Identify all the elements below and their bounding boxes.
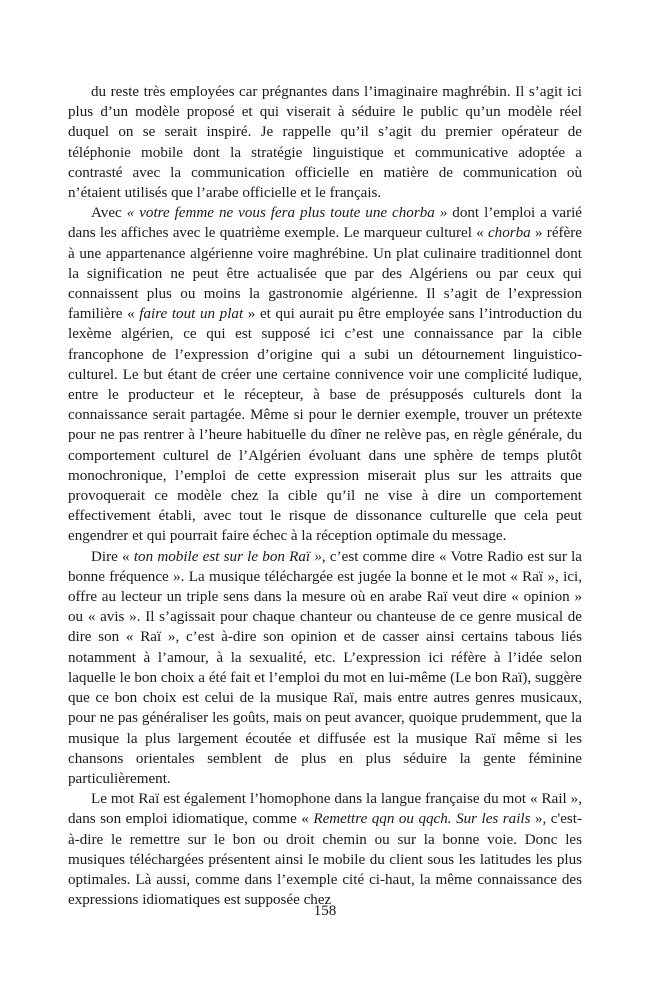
text-run: Avec <box>91 205 127 222</box>
text-run: » réfère à une appartenance algérienne voire maghrébine. Un plat culinaire traditionnel dont la signification ne peut être actualisée que par des Algériens ou par ceux qui connaissent plus ou moins la gastronomie algérienne. Il s’agit de l’expression familière « <box>68 225 582 323</box>
italic-run: ton mobile est sur le bon Raï » <box>133 548 322 565</box>
italic-run: chorba <box>487 225 531 242</box>
page-number: 158 <box>313 903 337 919</box>
text-run: Le mot Raï est également l’homophone dans la langue française du mot « Rail », dans son emploi idiomatique, comme « <box>68 791 582 828</box>
italic-run: « votre femme ne vous fera plus toute une chorba » <box>126 205 448 222</box>
paragraph-4 <box>68 789 582 910</box>
text-run: du reste très employées car prégnantes dans l’imaginaire maghrébin. Il s’agit ici plus d’un modèle proposé et qui viserait à séduire le public qu’un modèle réel duquel on se serait inspiré. Je rappelle qu’il s’agit du premier opérateur de téléphonie mobile dont la stratégie linguistique et communicative adoptée a contrasté avec la communication officielle en matière de communication où n’étaient utilisés que l’arabe officielle et le français. <box>68 84 582 202</box>
body-text-column <box>68 82 582 910</box>
text-run: Dire « <box>91 548 134 565</box>
text-run: , c’est comme dire « Votre Radio est sur la bonne fréquence ». La musique téléchargée est jugée la bonne et le mot « Raï », ici, offre au lecteur un triple sens dans la mesure où en arabe Raï veut dire « opinion » ou « avis ». Il s’agissait pour chaque chanteur ou chanteuse de ce genre musical de dire son « Raï », c’est à-dire son opinion et de casser ainsi certains tabous liés notamment à l’amour, à la sexualité, etc. L’expression ici réfère à l’idée selon laquelle le bon choix a été fait et l’emploi du mot en lui-même (Le bon Raï), suggère que ce bon choix est celui de la musique Raï, mais entre autres genres musicaux, pour ne pas généraliser les goûts, mais on peut avancer, quoique prudemment, que la musique la plus largement écoutée et diffusée est la musique Raï même si les chansons orientales semblent de plus en plus séduire la gente féminine particulièrement. <box>68 548 582 787</box>
text-run: », c'est-à-dire le remettre sur le bon ou droit chemin ou sur la bonne voie. Donc les musiques téléchargées présentent ainsi le mobile du client sous les latitudes les plus optimales. Là aussi, comme dans l’exemple cité ci-haut, la même connaissance des expressions idiomatiques est supposée chez <box>68 811 582 909</box>
italic-run: faire tout un plat <box>139 306 244 323</box>
text-run: » et qui aurait pu être employée sans l’introduction du lexème algérien, ce qui est supposé ici c’est une connaissance par la cible francophone de l’expression d’origine qui a subi un détournement linguistico-culturel. Le but étant de créer une certaine connivence voir une complicité ludique, entre le producteur et le récepteur, à base de présupposés culturels dont la connaissance serait partagée. Même si pour le dernier exemple, trouver un prétexte pour ne pas rentrer à l’heure habituelle du dîner ne relève pas, en règle générale, du comportement culturel de l’Algérien évoluant dans une sphère de temps plutôt monochronique, l’emploi de cette expression miserait plus sur les attraits que provoquerait ce modèle chez la cible qu’il ne vise à dire un comportement effectivement établi, avec tout le risque de dissonance culturelle que cela peut engendrer et qui pourrait faire échec à la réception optimale du message. <box>68 306 582 545</box>
paragraph-2 <box>68 203 582 546</box>
italic-run: Remettre qqn ou qqch. Sur les rails <box>313 811 531 828</box>
text-run: dont l’emploi a varié dans les affiches avec le quatrième exemple. Le marqueur culturel « <box>68 205 582 242</box>
paragraph-3 <box>68 547 582 789</box>
paragraph-1 <box>68 82 582 203</box>
